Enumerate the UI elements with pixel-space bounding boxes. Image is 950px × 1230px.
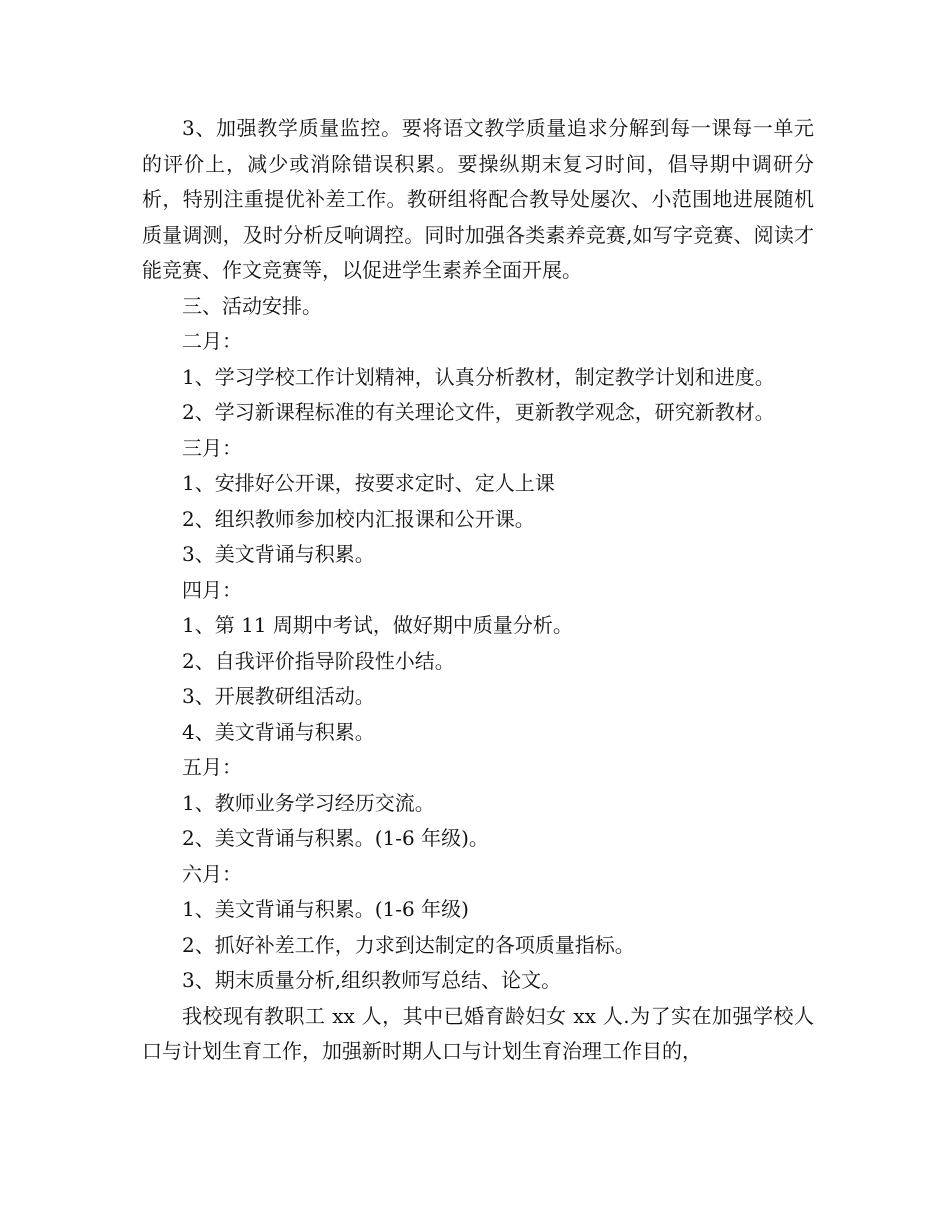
paragraph-quality-monitoring: 3、加强教学质量监控。要将语文教学质量追求分解到每一课每一单元的评价上，减少或消除错误积累。要操纵期末复习时间，倡导期中调研分析，特别注重提优补差工作。教研组将配合教导处屡次、小范围地进展随机质量调测，及时分析反响调控。同时加强各类素养竞赛,如写字竞赛、阅读才能竞赛、作文竞赛等，以促进学生素养全面开展。 xyxy=(142,116,814,282)
list-item: 1、美文背诵与积累。(1-6 年级) xyxy=(182,897,469,921)
month-label: 二月： xyxy=(182,329,242,353)
list-item: 2、美文背诵与积累。(1-6 年级)。 xyxy=(182,826,489,850)
list-item: 2、自我评价指导阶段性小结。 xyxy=(182,648,455,673)
month-may xyxy=(142,750,814,857)
month-label: 三月： xyxy=(182,435,242,460)
paragraph-staff-intro: 我校现有教职工 xx 人，其中已婚育龄妇女 xx 人.为了实在加强学校人口与计划生育工作，加强新时期人口与计划生育治理工作目的， xyxy=(142,1003,814,1063)
list-item: 2、学习新课程标准的有关理论文件，更新教学观念，研究新教材。 xyxy=(182,400,775,424)
list-item: 4、美文背诵与积累。 xyxy=(182,719,375,744)
list-item: 3、开展教研组活动。 xyxy=(182,684,375,708)
month-april xyxy=(142,573,814,751)
list-item: 3、美文背诵与积累。 xyxy=(182,542,375,566)
section-heading: 三、活动安排。 xyxy=(182,293,322,318)
list-item: 1、学习学校工作计划精神，认真分析教材，制定教学计划和进度。 xyxy=(182,364,775,389)
month-june xyxy=(142,857,814,999)
month-label: 四月： xyxy=(182,577,242,602)
list-item: 3、期末质量分析,组织教师写总结、论文。 xyxy=(182,968,562,992)
month-february xyxy=(142,324,814,431)
month-label: 六月： xyxy=(182,861,242,886)
list-item: 1、第 11 周期中考试，做好期中质量分析。 xyxy=(182,613,573,637)
month-march xyxy=(142,431,814,573)
list-item: 1、安排好公开课，按要求定时、定人上课 xyxy=(182,471,555,495)
list-item: 2、抓好补差工作，力求到达制定的各项质量指标。 xyxy=(182,932,635,957)
document-body xyxy=(142,111,814,1070)
month-label: 五月： xyxy=(182,755,242,779)
list-item: 1、教师业务学习经历交流。 xyxy=(182,790,435,815)
list-item: 2、组织教师参加校内汇报课和公开课。 xyxy=(182,506,535,531)
